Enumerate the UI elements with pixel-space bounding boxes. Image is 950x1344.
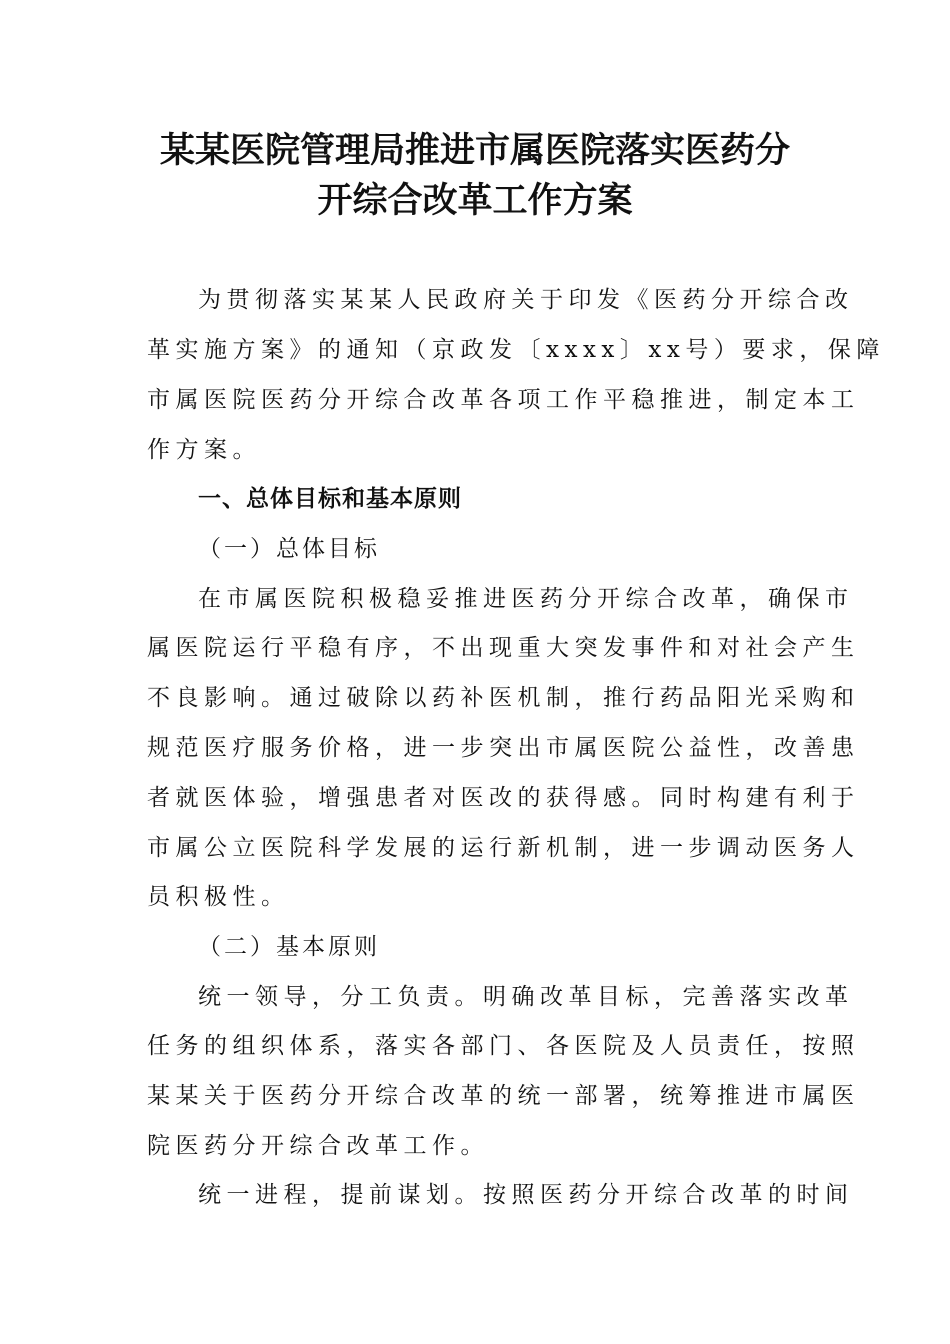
goal-paragraph-line: 属医院运行平稳有序，不出现重大突发事件和对社会产生 xyxy=(147,635,860,661)
section-heading-goals-principles: 一、总体目标和基本原则 xyxy=(198,486,462,512)
principle-paragraph-line: 院医药分开综合改革工作。 xyxy=(147,1133,489,1159)
principle-paragraph-line: 某某关于医药分开综合改革的统一部署，统筹推进市属医 xyxy=(147,1083,860,1109)
principle-paragraph-line: 统一领导，分工负责。明确改革目标，完善落实改革 xyxy=(198,984,854,1010)
goal-paragraph-line: 市属公立医院科学发展的运行新机制，进一步调动医务人 xyxy=(147,835,860,861)
intro-paragraph-line: 为贯彻落实某某人民政府关于印发《医药分开综合改 xyxy=(198,287,854,313)
goal-paragraph-line: 员积极性。 xyxy=(147,884,290,910)
goal-paragraph-line: 规范医疗服务价格，进一步突出市属医院公益性，改善患 xyxy=(147,735,860,761)
document-title-line-2: 开综合改革工作方案 xyxy=(317,180,633,221)
principle-paragraph-line: 统一进程，提前谋划。按照医药分开综合改革的时间 xyxy=(198,1182,854,1208)
goal-paragraph-line: 不良影响。通过破除以药补医机制，推行药品阳光采购和 xyxy=(147,685,860,711)
goal-paragraph-line: 在市属医院积极稳妥推进医药分开综合改革，确保市 xyxy=(198,586,854,612)
goal-paragraph-line: 者就医体验，增强患者对医改的获得感。同时构建有利于 xyxy=(147,785,860,811)
intro-paragraph-line: 革实施方案》的通知（京政发〔xxxx〕xx号）要求，保障 xyxy=(147,337,885,363)
intro-paragraph-line: 市属医院医药分开综合改革各项工作平稳推进，制定本工 xyxy=(147,387,860,413)
intro-paragraph-line: 作方案。 xyxy=(147,437,261,463)
subsection-heading-overall-goal: （一）总体目标 xyxy=(198,536,380,562)
subsection-heading-basic-principles: （二）基本原则 xyxy=(198,934,380,960)
principle-paragraph-line: 任务的组织体系，落实各部门、各医院及人员责任，按照 xyxy=(147,1033,860,1059)
document-title-line-1: 某某医院管理局推进市属医院落实医药分 xyxy=(159,130,790,171)
